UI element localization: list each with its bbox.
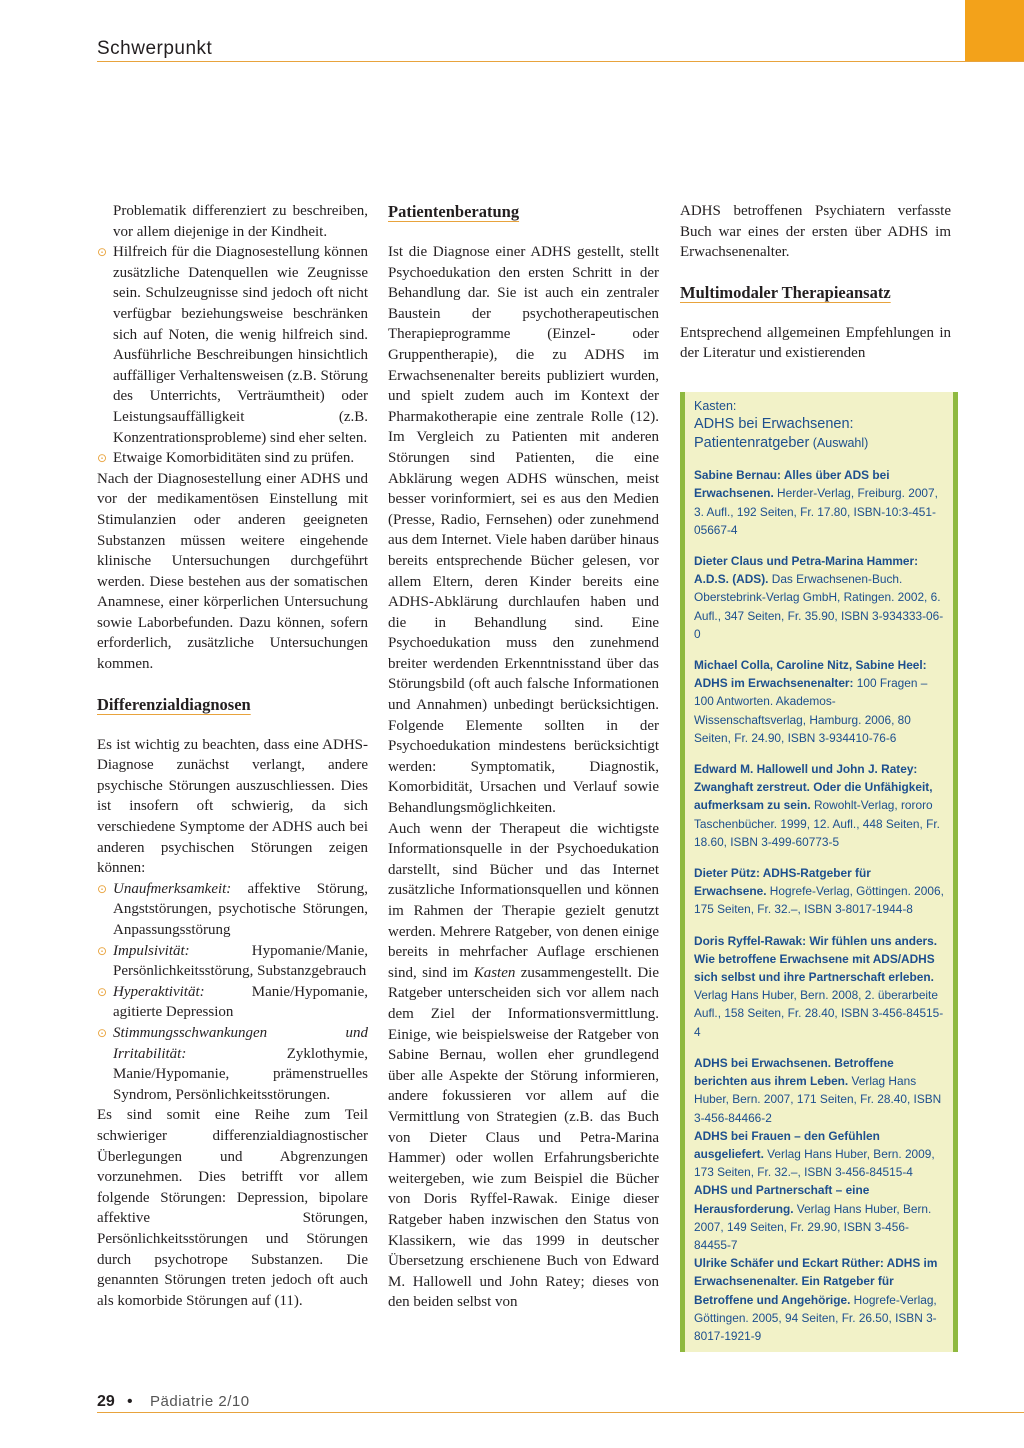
bullet-item <box>97 941 368 982</box>
paragraph: Ist die Diagnose einer ADHS gestellt, stellt Psychoedukation den ersten Schritt in der Behandlung dar. Sie ist auch ein zentraler Baustein der psychotherapeutischen Therapieprogramme (Einzel- oder Gruppentherapie), die zu ADHS im Erwachsenenalter bereits publiziert wurden, und spielt zudem auch im Kontext der Pharmakotherapie eine zentrale Rolle (12). Im Vergleich zu Patienten mit anderen Störungen sind Patienten, die eine Abklärung wegen ADHS wünschen, meist besser vorinformiert, sei es aus den Medien (Presse, Radio, Fernsehen) oder zunehmend aus dem Internet. Viele haben darüber hinaus bereits entsprechende Bücher gelesen, vor allem Eltern, deren Kinder bereits eine ADHS-Abklärung durchlaufen haben und die in Behandlung sind. Eine Psychoedukation muss den zunehmend breiter werdenden Erkenntnisstand über das Störungsbild (oft auch falsche Informationen und Annahmen) unbedingt berücksichtigen. Folgende Elemente sollten in der Psychoedukation mindestens berücksichtigt werden: Symptomatik, Diagnostik, Komorbidität, Ursachen und Verlauf sowie Behandlungsmöglichkeiten. <box>388 244 659 817</box>
column-1 <box>97 201 368 1311</box>
corner-accent <box>965 0 1024 61</box>
box-entries <box>694 466 944 1345</box>
book-entry: ADHS und Partnerschaft – eine Herausforderung. Verlag Hans Huber, Bern. 2007, 149 Seiten, Fr. 29.90, ISBN 3-456-84455-7 <box>694 1183 932 1252</box>
bullet-icon: ⊙ <box>97 881 108 896</box>
book-entry: Dieter Claus und Petra-Marina Hammer: A.D.S. (ADS). Das Erwachsenen-Buch. Oberstebrink-Verlag GmbH, Ratingen. 2002, 6. Aufl., 347 Seiten, Fr. 35.90, ISBN 3-934333-06-0 <box>694 554 944 641</box>
book-entry: Ulrike Schäfer und Eckart Rüther: ADHS im Erwachsenenalter. Ein Ratgeber für Betroffene und Angehörige. Hogrefe-Verlag, Göttingen. 2005, 94 Seiten, Fr. 26.50, ISBN 3-8017-1921-9 <box>694 1256 938 1343</box>
bullet-term: Hyperaktivität: <box>113 983 205 1000</box>
book-entry: Doris Ryffel-Rawak: Wir fühlen uns anders. Wie betroffene Erwachsene mit ADS/ADHS sich selbst und ihre Partnerschaft erleben. Verlag Hans Huber, Bern. 2008, 2. überarbeite Aufl., 158 Seiten, Fr. 28.40, ISBN 3-456-84515-4 <box>694 933 944 1039</box>
bullet-text: Hypomanie/Manie, Persönlichkeitsstörung, Substanzgebrauch <box>113 942 368 980</box>
bullet-icon: ⊙ <box>97 245 108 260</box>
bullet-item <box>97 1023 368 1105</box>
paragraph: Es ist wichtig zu beachten, dass eine ADHS-Diagnose zunächst verlangt, andere psychische Störungen auszuschliessen. Dies ist insofern oft schwierig, da sich verschiedene Symptome der ADHS auch bei anderen psychischen Störungen zeigen können: <box>97 736 368 877</box>
bullet-text: affektive Störung, Angststörungen, psychotische Störungen, Anpassungsstörung <box>113 880 368 938</box>
column-3 <box>680 201 951 364</box>
box-title: ADHS bei Erwachsenen: <box>694 416 854 433</box>
paragraph: Nach der Diagnosestellung einer ADHS und vor der medikamentösen Einstellung mit Stimulanzien oder anderen geeigneten Substanzen müssen weitere eingehende klinische Untersuchungen durchgeführt werden. Diese bestehen aus der somatischen Anamnese, einer körperlichen Untersuchung sowie Laborbefunden. Dazu können, sofern erforderlich, zusätzliche Untersuchungen kommen. <box>97 470 368 673</box>
book-entry: Sabine Bernau: Alles über ADS bei Erwachsenen. Herder-Verlag, Freiburg. 2007, 3. Aufl., 192 Seiten, Fr. 17.80, ISBN-10:3-451-05667-4 <box>694 468 938 537</box>
book-entry: ADHS bei Frauen – den Gefühlen ausgeliefert. Verlag Hans Huber, Bern. 2009, 173 Seiten, Fr. 32.–, ISBN 3-456-84515-4 <box>694 1128 935 1180</box>
bullet-item <box>97 879 368 941</box>
book-entry: Dieter Pütz: ADHS-Ratgeber für Erwachsene. Hogrefe-Verlag, Göttingen. 2006, 175 Seiten, Fr. 32.–, ISBN 3-8017-1944-8 <box>694 866 944 917</box>
column-2 <box>388 201 659 1313</box>
paragraph: Problematik differenziert zu beschreiben, vor allem diejenige in der Kindheit. <box>113 203 368 240</box>
bullet-term: Impulsivität: <box>113 942 190 959</box>
book-entry: ADHS bei Erwachsenen. Betroffene berichten aus ihrem Leben. Verlag Hans Huber, Bern. 2007, 171 Seiten, Fr. 28.40, ISBN 3-456-84466-2 <box>694 1055 942 1125</box>
page-number: 29 <box>97 1393 115 1410</box>
bullet-text: Etwaige Komorbiditäten sind zu prüfen. <box>113 450 355 467</box>
section-title: Schwerpunkt <box>97 38 213 59</box>
kasten-box <box>680 392 958 1352</box>
paragraph: ADHS betroffenen Psychiatern verfasste Buch war eines der ersten über ADHS im Erwachsenenalter. <box>680 203 951 261</box>
box-label: Kasten: <box>694 399 737 413</box>
paragraph: Auch wenn der Therapeut die wichtigste Informationsquelle in der Psychoedukation darstellt, sind Bücher und das Internet zusätzliche Informationsquellen und können im Rahmen der Therapie gezielt genutzt werden. Mehrere Ratgeber, von denen einige bereits in mehrfacher Auflage erschienen sind, sind im Kasten zusammengestellt. Die Ratgeber unterscheiden sich vor allem nach dem Ziel der Informationsvermittlung. Einige, wie beispielsweise der Ratgeber von Sabine Bernau, wollen eher grundlegend über alle Aspekte der Störung informieren, andere fokussieren vor allem auf die Vermittlung von Strategien (z.B. das Buch von Dieter Claus und Petra-Marina Hammer) oder wollen Erfahrungsberichte weitergeben, wie zum Beispiel die Bücher von Doris Ryffel-Rawak. Einige dieser Ratgeber haben inzwischen den Status von Klassikern, wie das 1999 in deutscher Übersetzung erschienene Buch von Edward M. Hallowell und John Ratey; dieses von den beiden selbst von <box>388 820 659 1311</box>
book-entry: Michael Colla, Caroline Nitz, Sabine Heel: ADHS im Erwachsenenalter: 100 Fragen – 100 Antworten. Akademos-Wissenschaftsverlag, Hamburg. 2006, 80 Seiten, Fr. 24.90, ISBN 3-934410-76-6 <box>694 658 928 745</box>
footer-rule <box>97 1412 1024 1413</box>
bullet-item <box>97 448 368 469</box>
bullet-item <box>97 242 368 448</box>
bullet-term: Stimmungsschwankungen und Irritabilität: <box>113 1024 368 1062</box>
bullet-icon: ⊙ <box>97 943 108 958</box>
book-entry: Edward M. Hallowell und John J. Ratey: Zwanghaft zerstreut. Oder die Unfähigkeit, aufmerksam zu sein. Rowohlt-Verlag, rororo Taschenbücher. 1999, 12. Aufl., 448 Seiten, Fr. 18.60, ISBN 3-499-60773-5 <box>694 762 940 849</box>
bullet-icon: ⊙ <box>97 451 108 466</box>
journal-name: Pädiatrie 2/10 <box>150 1393 250 1410</box>
bullet-text: Manie/Hypomanie, agitierte Depression <box>113 983 368 1021</box>
kasten-reference: Kasten <box>473 964 516 981</box>
heading-multimodaler-therapieansatz: Multimodaler Therapieansatz <box>680 282 891 302</box>
bullet-icon: ⊙ <box>97 1025 108 1040</box>
header-rule <box>97 61 1024 62</box>
bullet-text: Hilfreich für die Diagnosestellung können zusätzliche Datenquellen wie Zeugnisse sein. Schulzeugnisse sind jedoch oft nicht verfügbar beziehungsweise beschränken sich auf Noten, die wenig hilfreich sind. Ausführliche Beschreibungen hinsichtlich auffälliger Verhaltensweisen (z.B. Störung des Unterrichts, Verträumtheit) oder Leistungsauffälligkeit (z.B. Konzentrationsprobleme) sind eher selten. <box>113 244 368 446</box>
bullet-item <box>97 982 368 1023</box>
heading-patientenberatung: Patientenberatung <box>388 202 520 221</box>
box-title: Patientenratgeber (Auswahl) <box>694 435 869 452</box>
paragraph: Es sind somit eine Reihe zum Teil schwieriger differenzialdiagnostischer Überlegungen und Abgrenzungen vorzunehmen. Dies betrifft vor allem folgende Störungen: Depression, bipolare affektive Störungen, Persönlichkeitsstörungen und Störungen durch psychotrope Substanzen. Die genannten Störungen treten jedoch oft auch als komorbide Störungen auf (11). <box>97 1107 368 1309</box>
heading-differenzialdiagnosen: Differenzialdiagnosen <box>97 694 251 714</box>
bullet-icon: ⊙ <box>97 984 108 999</box>
paragraph: Entsprechend allgemeinen Empfehlungen in der Literatur und existierenden <box>680 324 951 362</box>
bullet-text: Zyklothymie, Manie/Hypomanie, prämenstruelles Syndrom, Persönlichkeitsstörungen. <box>113 1045 368 1103</box>
bullet-term: Unaufmerksamkeit: <box>113 880 232 897</box>
footer-separator: • <box>127 1393 133 1410</box>
